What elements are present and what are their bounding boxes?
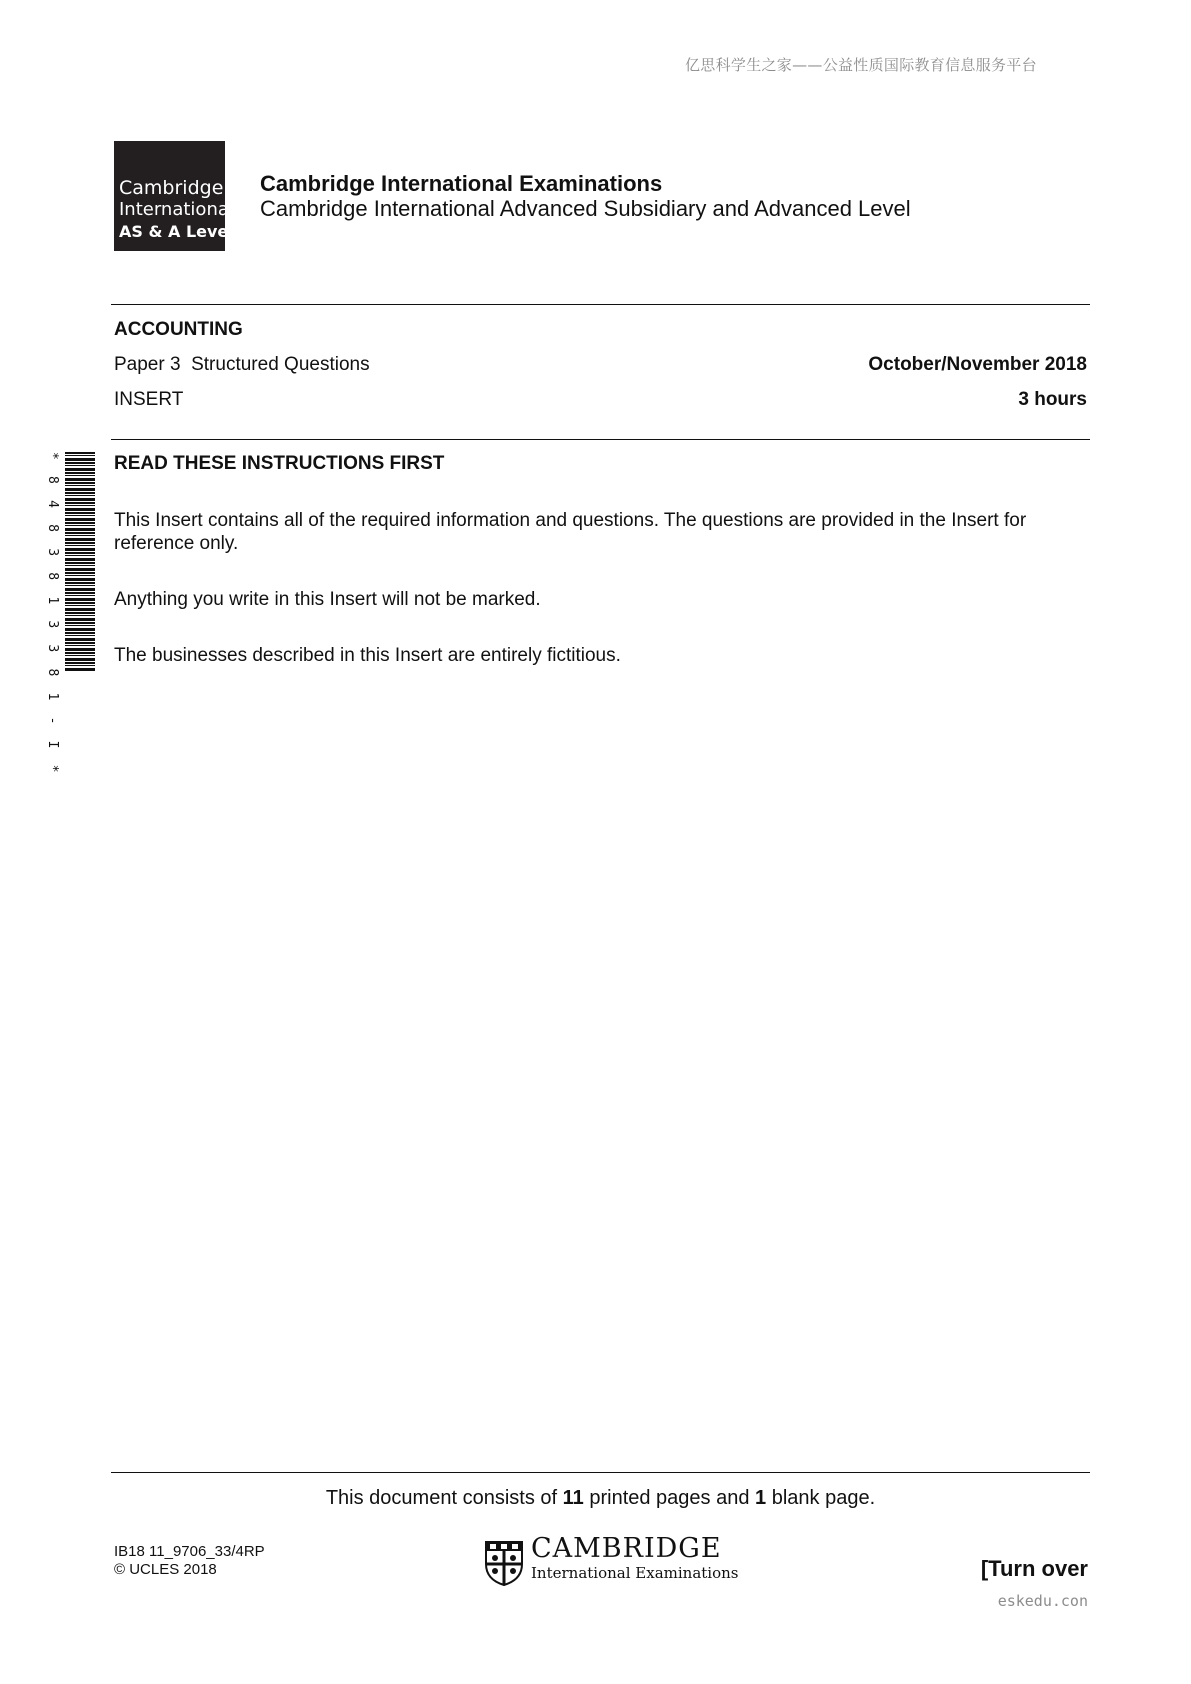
- barcode: [65, 452, 95, 672]
- exam-session: October/November 2018: [868, 354, 1087, 375]
- header-divider: [111, 304, 1090, 305]
- logo-line-2: International: [119, 199, 234, 220]
- cambridge-wordmark: CAMBRIDGE: [531, 1533, 722, 1564]
- turn-over-label: [Turn over: [980, 1556, 1088, 1581]
- exam-board-title: Cambridge International Examinations: [260, 171, 663, 196]
- footer-divider: [111, 1472, 1090, 1473]
- instruction-paragraph: Anything you write in this Insert will not be marked.: [114, 589, 541, 610]
- document-code: IB18 11_9706_33/4RP: [114, 1543, 265, 1560]
- printed-pages-count: 11: [562, 1487, 584, 1509]
- exam-board-subtitle: Cambridge International Advanced Subsidiary and Advanced Level: [260, 196, 911, 221]
- barcode-number: * 8 4 8 3 8 1 3 3 8 1 - I *: [45, 452, 60, 777]
- exam-duration: 3 hours: [1018, 389, 1087, 410]
- watermark-header-text: 亿思科学生之家——公益性质国际教育信息服务平台: [685, 56, 1037, 74]
- paper-description: Paper 3 Structured Questions: [114, 354, 370, 375]
- instructions-title: READ THESE INSTRUCTIONS FIRST: [114, 453, 445, 474]
- logo-line-1: Cambridge: [119, 177, 224, 199]
- cambridge-wordmark-subtitle: International Examinations: [531, 1564, 739, 1582]
- page-count-note: [111, 1487, 1090, 1510]
- subject-title: ACCOUNTING: [114, 319, 243, 340]
- insert-label: INSERT: [114, 389, 184, 410]
- pages-suffix: blank page.: [766, 1487, 876, 1509]
- instruction-paragraph: The businesses described in this Insert are entirely fictitious.: [114, 645, 621, 666]
- details-divider: [111, 439, 1090, 440]
- cambridge-as-a-level-logo: [114, 141, 234, 251]
- document-code-block: [114, 1543, 265, 1579]
- logo-line-3: AS & A Level: [119, 222, 234, 241]
- instruction-paragraph: This Insert contains all of the required information and questions. The questions are provided in the Insert for reference only.: [114, 510, 1027, 554]
- pages-middle: printed pages and: [583, 1487, 756, 1509]
- copyright-notice: © UCLES 2018: [114, 1561, 217, 1578]
- cambridge-crest-icon: [484, 1540, 524, 1586]
- watermark-footer-text: eskedu.con: [997, 1592, 1088, 1610]
- blank-pages-count: 1: [755, 1487, 767, 1509]
- pages-prefix: This document consists of: [325, 1487, 563, 1509]
